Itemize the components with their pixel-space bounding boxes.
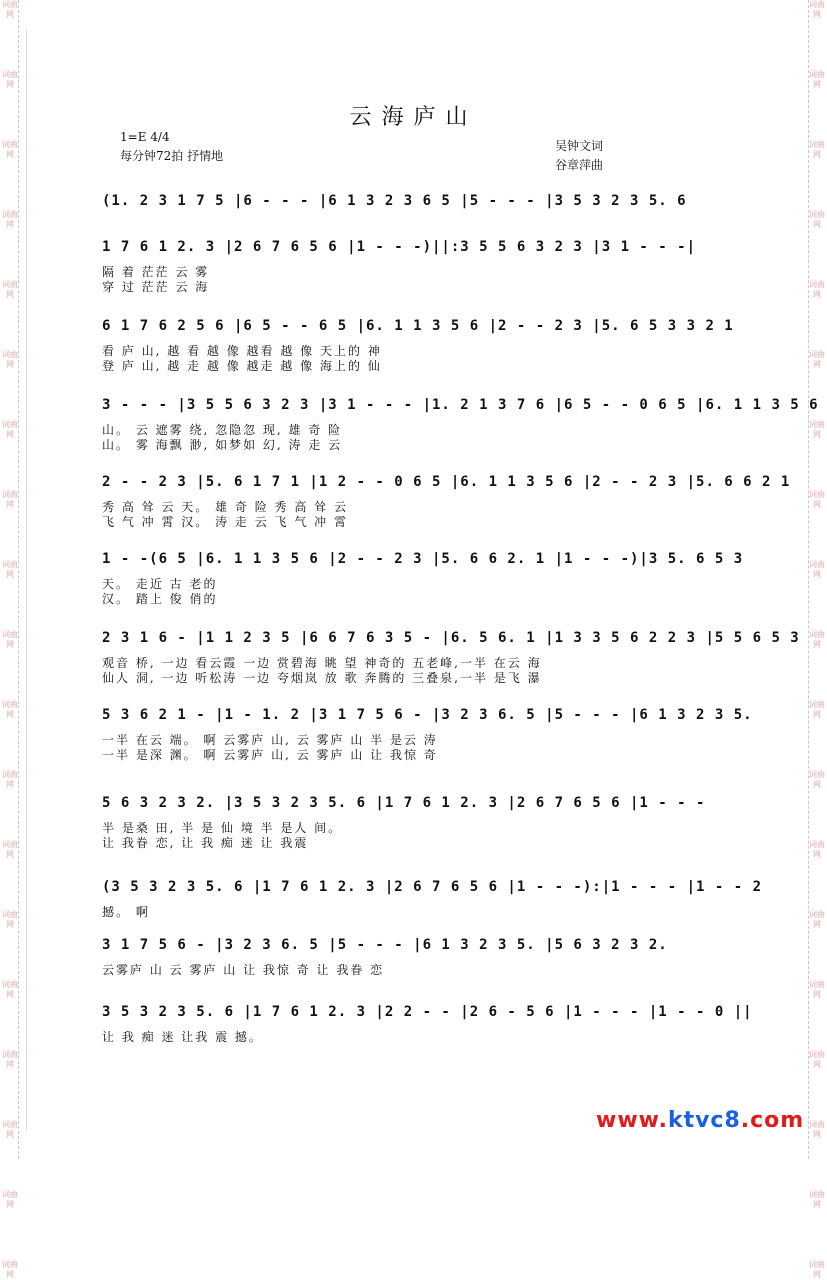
watermark-text: 词曲网 — [809, 910, 825, 929]
watermark-text: 词曲网 — [809, 630, 825, 649]
site-logo — [596, 1108, 804, 1133]
lyric-line: 看 庐 山, 越 看 越 像 越看 越 像 天上的 神 — [102, 344, 382, 358]
lyrics-block — [102, 963, 742, 978]
watermark-text: 词曲网 — [2, 490, 18, 509]
lyric-line: 汉。 踏上 俊 俏的 — [102, 592, 218, 606]
lyrics-block — [102, 344, 742, 374]
song-title: 云海庐山 — [349, 105, 478, 130]
score-system — [102, 879, 763, 920]
score-system — [102, 937, 742, 978]
watermark-text: 词曲网 — [2, 700, 18, 719]
notation-line: 3 5 3 2 3 5. 6 |1 7 6 1 2. 3 |2 2 - - |2 6 - 5 6 |1 - - - |1 - - 0 || — [102, 1004, 753, 1020]
watermark-text: 词曲网 — [2, 1120, 18, 1139]
lyric-line: 一半 是深 渊。 啊 云雾庐 山, 云 雾庐 山 让 我惊 奇 — [102, 748, 438, 762]
score-system — [102, 318, 742, 374]
watermark-text: 词曲网 — [809, 140, 825, 159]
watermark-text: 词曲网 — [809, 980, 825, 999]
lyric-line: 天。 走近 古 老的 — [102, 577, 218, 591]
left-watermark-strip — [2, 0, 19, 1279]
lyric-line: 登 庐 山, 越 走 越 像 越走 越 像 海上的 仙 — [102, 359, 382, 373]
lyrics-block — [102, 265, 742, 295]
lyric-line: 仙人 洞, 一边 听松涛 一边 夸烟岚 放 歌 奔腾的 三叠泉,一半 是飞 瀑 — [102, 671, 542, 685]
lyric-line: 半 是桑 田, 半 是 仙 境 半 是人 间。 — [102, 821, 343, 835]
watermark-text: 词曲网 — [809, 210, 825, 229]
lyrics-block — [102, 423, 742, 453]
lyric-line: 隔 着 茫茫 云 雾 — [102, 265, 210, 279]
watermark-text: 词曲网 — [809, 1190, 825, 1209]
lyric-line: 山。 云 遮雾 绕, 忽隐忽 现, 雄 奇 险 — [102, 423, 343, 437]
watermark-text: 词曲网 — [809, 350, 825, 369]
lyric-line: 秀 高 耸 云 天。 雄 奇 险 秀 高 耸 云 — [102, 500, 348, 514]
meta-right — [555, 137, 603, 175]
score-system — [102, 1004, 753, 1045]
key-signature: 1=E 4/4 — [120, 130, 170, 144]
watermark-text: 词曲网 — [2, 0, 18, 19]
lyrics-block — [102, 821, 742, 851]
notation-line: 5 3 6 2 1 - |1 - 1. 2 |3 1 7 5 6 - |3 2 3 6. 5 |5 - - - |6 1 3 2 3 5. — [102, 707, 753, 723]
watermark-text: 词曲网 — [809, 0, 825, 19]
notation-line: 3 1 7 5 6 - |3 2 3 6. 5 |5 - - - |6 1 3 2 3 5. |5 6 3 2 3 2. — [102, 937, 668, 953]
watermark-text: 词曲网 — [809, 70, 825, 89]
notation-line: 1 7 6 1 2. 3 |2 6 7 6 5 6 |1 - - -)||:3 5 5 6 3 2 3 |3 1 - - -| — [102, 239, 697, 255]
score-system — [102, 795, 742, 851]
watermark-text: 词曲网 — [2, 210, 18, 229]
watermark-text: 词曲网 — [2, 630, 18, 649]
lyric-line: 让 我 痴 迷 让我 震 撼。 — [102, 1030, 263, 1044]
lyric-line: 撼。 啊 — [102, 905, 150, 919]
score-system — [102, 551, 742, 607]
right-watermark-strip — [808, 0, 825, 1279]
lyric-line: 云雾庐 山 云 雾庐 山 让 我惊 奇 让 我眷 恋 — [102, 963, 385, 977]
lyric-line: 让 我眷 恋, 让 我 痴 迷 让 我震 — [102, 836, 309, 850]
watermark-text: 词曲网 — [809, 840, 825, 859]
notation-line: 3 - - - |3 5 5 6 3 2 3 |3 1 - - - |1. 2 1 3 7 6 |6 5 - - 0 6 5 |6. 1 1 3 5 6 — [102, 397, 819, 413]
lyrics-block — [102, 1030, 742, 1045]
logo-part-1: www. — [596, 1108, 668, 1133]
watermark-text: 词曲网 — [2, 1050, 18, 1069]
notation-line: (3 5 3 2 3 5. 6 |1 7 6 1 2. 3 |2 6 7 6 5 6 |1 - - -):|1 - - - |1 - - 2 — [102, 879, 763, 895]
logo-part-3: .com — [740, 1108, 805, 1133]
watermark-text: 词曲网 — [2, 140, 18, 159]
watermark-text: 词曲网 — [809, 700, 825, 719]
notation-line: 2 3 1 6 - |1 1 2 3 5 |6 6 7 6 3 5 - |6. 5 6. 1 |1 3 3 5 6 2 2 3 |5 5 6 5 3 — [102, 630, 800, 646]
score-system — [102, 707, 753, 763]
watermark-text: 词曲网 — [809, 280, 825, 299]
watermark-text: 词曲网 — [2, 350, 18, 369]
watermark-text: 词曲网 — [809, 560, 825, 579]
watermark-text: 词曲网 — [2, 910, 18, 929]
watermark-text: 词曲网 — [2, 770, 18, 789]
watermark-text: 词曲网 — [809, 420, 825, 439]
notation-line: 5 6 3 2 3 2. |3 5 3 2 3 5. 6 |1 7 6 1 2. 3 |2 6 7 6 5 6 |1 - - - — [102, 795, 706, 811]
score-system — [102, 474, 791, 530]
notation-line: 1 - -(6 5 |6. 1 1 3 5 6 |2 - - 2 3 |5. 6 6 2. 1 |1 - - -)|3 5. 6 5 3 — [102, 551, 744, 567]
score-system — [102, 239, 742, 295]
lyric-line: 穿 过 茫茫 云 海 — [102, 280, 210, 294]
score-system — [102, 630, 800, 686]
watermark-text: 词曲网 — [2, 1190, 18, 1209]
watermark-text: 词曲网 — [809, 770, 825, 789]
notation-line: (1. 2 3 1 7 5 |6 - - - |6 1 3 2 3 6 5 |5 - - - |3 5 3 2 3 5. 6 — [102, 193, 687, 209]
lyric-line: 观音 桥, 一边 看云霞 一边 赏碧海 眺 望 神奇的 五老峰,一半 在云 海 — [102, 656, 542, 670]
lyric-line: 山。 雾 海飘 渺, 如梦如 幻, 涛 走 云 — [102, 438, 343, 452]
watermark-text: 词曲网 — [809, 1050, 825, 1069]
lyric-line: 一半 在云 端。 啊 云雾庐 山, 云 雾庐 山 半 是云 涛 — [102, 733, 438, 747]
watermark-text: 词曲网 — [2, 280, 18, 299]
logo-part-2: ktvc8 — [667, 1108, 741, 1133]
lyrics-block — [102, 733, 742, 763]
watermark-text: 词曲网 — [2, 980, 18, 999]
watermark-text: 词曲网 — [2, 560, 18, 579]
tempo-marking: 每分钟72拍 抒情地 — [120, 149, 224, 163]
watermark-text: 词曲网 — [2, 1260, 18, 1279]
notation-line: 6 1 7 6 2 5 6 |6 5 - - 6 5 |6. 1 1 3 5 6 |2 - - 2 3 |5. 6 5 3 3 2 1 — [102, 318, 734, 334]
lyrics-block — [102, 500, 742, 530]
watermark-text: 词曲网 — [809, 1260, 825, 1279]
score-system — [102, 193, 742, 217]
lyricist: 吴钟文词 — [555, 139, 604, 153]
lyric-line: 飞 气 冲 霄 汉。 涛 走 云 飞 气 冲 霄 — [102, 515, 348, 529]
lyrics-block — [102, 577, 742, 607]
watermark-text: 词曲网 — [2, 420, 18, 439]
notation-line: 2 - - 2 3 |5. 6 1 7 1 |1 2 - - 0 6 5 |6. 1 1 3 5 6 |2 - - 2 3 |5. 6 6 2 1 — [102, 474, 791, 490]
watermark-text: 词曲网 — [2, 70, 18, 89]
margin-line — [26, 30, 27, 1130]
composer: 谷章萍曲 — [555, 158, 604, 172]
lyrics-block — [102, 905, 742, 920]
meta-left — [120, 128, 223, 166]
watermark-text: 词曲网 — [809, 1120, 825, 1139]
watermark-text: 词曲网 — [809, 490, 825, 509]
lyrics-block — [102, 656, 742, 686]
watermark-text: 词曲网 — [2, 840, 18, 859]
